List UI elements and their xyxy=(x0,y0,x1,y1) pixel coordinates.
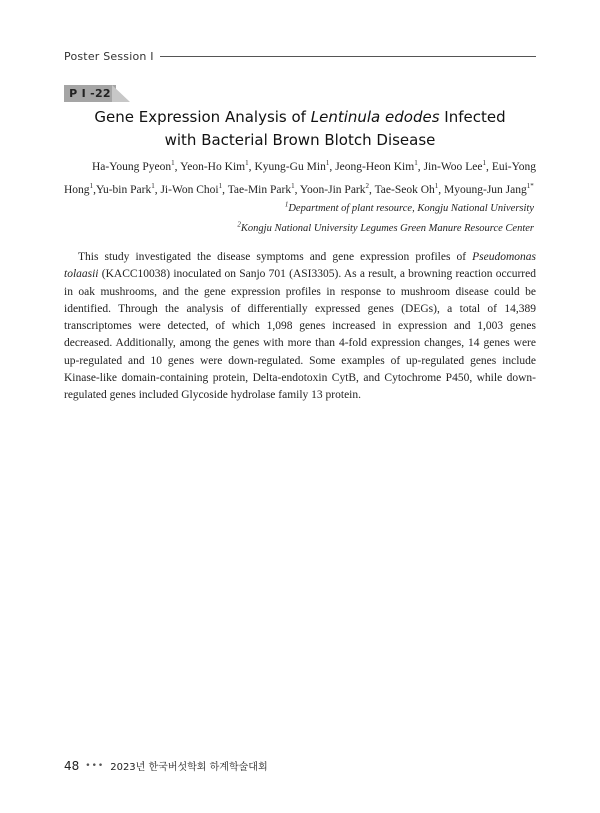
running-header xyxy=(64,50,536,63)
paper-title xyxy=(64,106,536,152)
affiliations xyxy=(64,199,534,239)
affiliation-2: $^2$Kongju National University Legumes Green Manure Resource Center xyxy=(237,220,534,234)
page-footer xyxy=(64,758,268,773)
title-species: Lentinula edodes xyxy=(310,108,440,126)
author: Ha-Young Pyeon$^1$ xyxy=(92,159,175,173)
poster-code: P I -22 xyxy=(69,87,111,100)
author: Jin-Woo Lee$^1$ xyxy=(423,159,486,173)
author: Myoung-Jun Jang$^{1*}$ xyxy=(444,182,534,196)
poster-badge xyxy=(64,85,134,102)
author: Tae-Min Park$^1$ xyxy=(227,182,295,196)
author: Eui-Yong Hong$^1$ xyxy=(64,161,537,196)
conference-name: 2023년 한국버섯학회 하계학술대회 xyxy=(110,762,268,773)
author: Kyung-Gu Min$^1$ xyxy=(254,159,330,173)
author: Jeong-Heon Kim$^1$ xyxy=(335,159,418,173)
author: Yoon-Jin Park$^2$ xyxy=(299,182,370,196)
abstract-species: Pseudomonas tolaasii xyxy=(64,251,536,281)
session-label: Poster Session Ⅰ xyxy=(64,50,154,63)
title-line-2: with Bacterial Brown Blotch Disease xyxy=(164,131,436,149)
author: Yeon-Ho Kim$^1$ xyxy=(180,159,249,173)
author: Ji-Won Choi$^1$ xyxy=(160,182,223,196)
abstract-text: This study investigated the disease symptoms and gene expression profiles of Pseudomonas tolaasii (KACC10038) inoculated on Sanjo 701 (ASI3305). As a result, a browning reaction occurred in oak mushrooms, and the gene expression profiles in response to mushroom disease could be identified. Through the analysis of differentially expressed genes (DEGs), a total of 14,389 transcriptomes were detected, of which 1,098 genes increased in expression and 1,003 genes decreased. Additionally, among the genes with more than 4-fold expression changes, 14 genes were up-regulated and 10 genes were down-regulated. Some examples of up-regulated genes include Kinase-like domain-containing protein, Delta-endotoxin CytB, and Cytochrome P450, while down-regulated genes included Glycoside hydrolase family 13 protein. xyxy=(64,251,536,402)
author-list: Ha-Young Pyeon$^1$, Yeon-Ho Kim$^1$, Kyung-Gu Min$^1$, Jeong-Heon Kim$^1$, Jin-Woo Lee$^1$, Eui-Yong Hong$^1$,Yu-bin Park$^1$, Ji-Won Choi$^1$, Tae-Min Park$^1$, Yoon-Jin Park$^2$, Tae-Seok Oh$^1$, Myoung-Jun Jang$^{1*}$ xyxy=(64,159,537,196)
page-number: 48 xyxy=(64,758,80,773)
author: Yu-bin Park$^1$ xyxy=(95,182,155,196)
title-line-1: Gene Expression Analysis of Lentinula edodes Infected xyxy=(94,108,506,126)
author: Tae-Seok Oh$^1$ xyxy=(374,182,439,196)
affiliation-1: $^1$Department of plant resource, Kongju National University xyxy=(284,200,534,214)
header-rule xyxy=(160,56,536,57)
footer-dots: ••• xyxy=(85,760,105,771)
